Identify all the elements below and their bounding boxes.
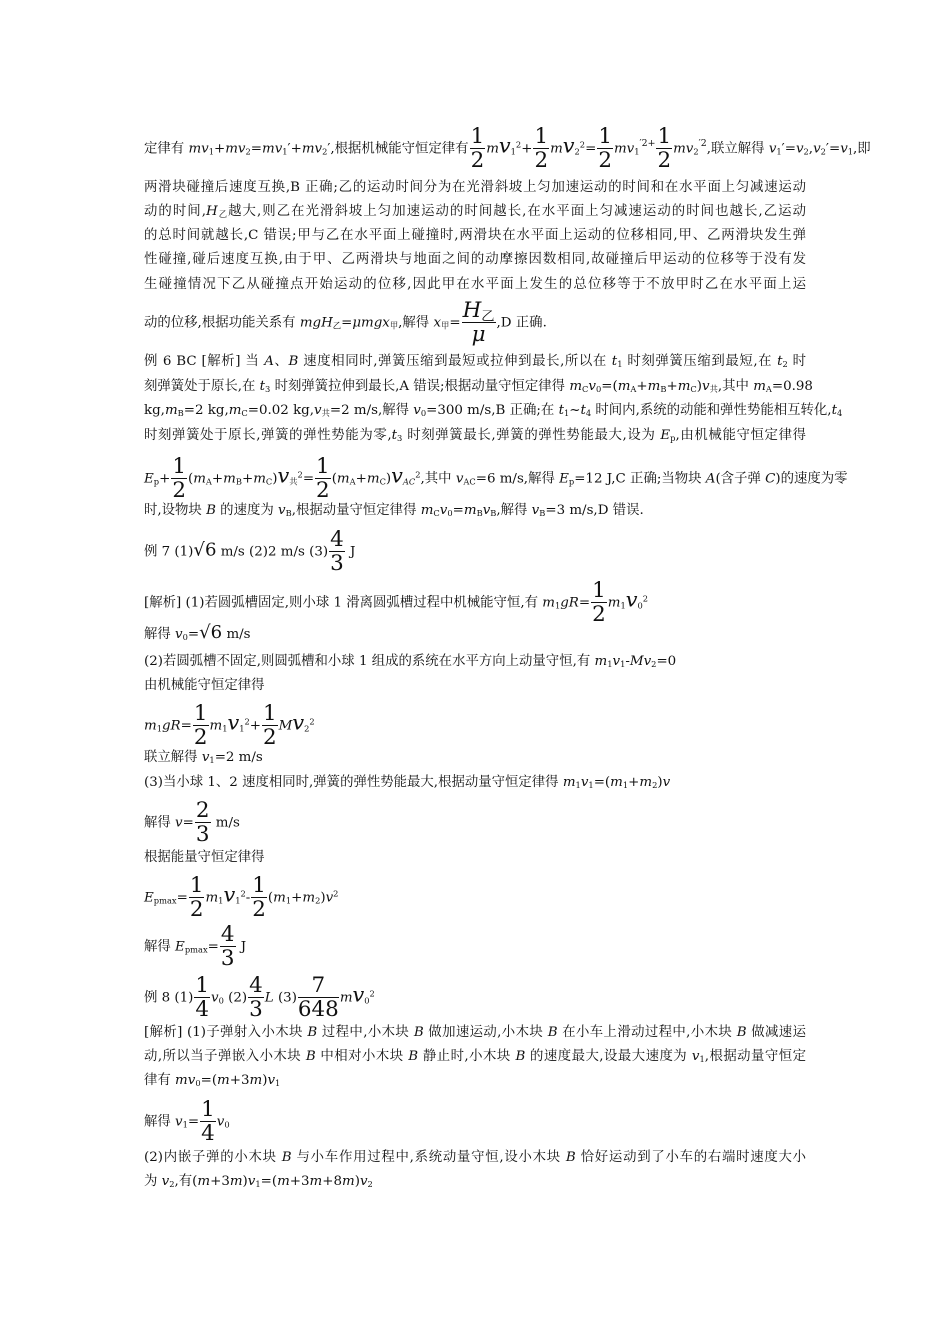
fraction: $\frac{1}{2}$ [263, 701, 277, 751]
intro-line-4: 的总时间就越长,C 错误;甲与乙在水平面上碰撞时,两滑块在水平面上运动的位移相同,甲、乙两滑块发生弹 [144, 228, 806, 243]
ex7-analysis-9: 根据能量守恒定律得 [144, 850, 265, 865]
fraction: $\frac{1}{2}$ [252, 873, 266, 923]
ex7-analysis-10: $E_{pmax}=$ $\frac{1}{2}$ $m_1v_1^2-$ $\frac{1}{2}$ $(m_1+m_2)v^2$ [144, 873, 339, 923]
intro-line-3: 动的时间$,H_乙$越大,则乙在光滑斜坡上匀加速运动的时间越长,在水平面上匀减速运动的时间也越长,乙运动 [144, 204, 806, 220]
ex8-analysis-4: 解得 $v_1=$ $\frac{1}{4}$ $v_0$ [144, 1097, 230, 1147]
ex7-analysis-1: [解析] (1)若圆弧槽固定,则小球 1 滑离圆弧槽过程中机械能守恒,有 $m_1gR=$ $\frac{1}{2}$ $m_1v_0^2$ [144, 578, 649, 628]
ex6-line-3: $kg,m_B=2$ $kg,m_C=0.02$ $kg,v_共=2$ m/s,解得 $v_0=300$ m/s,B 正确;在 $t_1\sim t_4$ 时间内,系统的动能和弹性势能相互转化$,t_4$ [144, 403, 843, 419]
fraction: $\frac{4}{3}$ [330, 527, 344, 577]
ex7-analysis-2: 解得 $v_0=√6$ m/s [144, 622, 251, 643]
intro-line-2: 两滑块碰撞后速度互换,B 正确;乙的运动时间分为在光滑斜坡上匀加速运动的时间和在水平面上匀减速运动 [144, 180, 806, 195]
fraction: $\frac{1}{2}$ [316, 454, 330, 504]
intro-line-7: 动的位移,根据功能关系有 mgH$_乙$=μmgx$_甲$,解得 $x_甲=$ $H_乙$ μ ,D 正确. [144, 298, 547, 348]
ex6-line-1: 例 6 BC [解析] 当 A、B 速度相同时,弹簧压缩到最短或拉伸到最长,所以在 $t_1$ 时刻弹簧压缩到最短,在 $t_2$ 时 [144, 354, 806, 370]
sqrt-icon: √ [193, 539, 205, 561]
fraction: $\frac{1}{4}$ [201, 1097, 215, 1147]
fraction: $\frac{1}{2}$ [657, 124, 672, 174]
fraction: $\frac{1}{2}$ [189, 873, 204, 923]
intro-line-6: 生碰撞情况下乙从碰撞点开始运动的位移,因此甲在水平面上发生的总位移等于不放甲时乙在水平面上运 [144, 277, 806, 292]
ex8-analysis-6: 为 $v_2$,有$(m+3m)v_1=(m+3m+8m)v_2$ [144, 1174, 373, 1190]
fraction: $\frac{1}{2}$ [172, 454, 186, 504]
ex8-analysis-5: (2)内嵌子弹的小木块 B 与小车作用过程中,系统动量守恒,设小木块 B 恰好运动到了小车的右端时速度大小 [144, 1150, 806, 1165]
intro-line-5: 性碰撞,碰后速度互换,由于甲、乙两滑块与地面之间的动摩擦因数相同,故碰撞后甲运动的位移等于没有发 [144, 252, 806, 267]
fraction: $\frac{1}{2}$ [470, 124, 485, 174]
fraction: $\frac{1}{4}$ [195, 973, 210, 1023]
ex7-analysis-7: (3)当小球 1、2 速度相同时,弹簧的弹性势能最大,根据动量守恒定律得 $m_1v_1=(m_1+m_2)v$ [144, 775, 671, 791]
fraction: $\frac{2}{3}$ [195, 798, 210, 848]
fraction: $\frac{1}{2}$ [598, 124, 612, 174]
ex7-analysis-3: (2)若圆弧槽不固定,则圆弧槽和小球 1 组成的系统在水平方向上动量守恒,有 $m_1v_1-Mv_2=0$ [144, 654, 677, 670]
fraction: $\frac{4}{3}$ [249, 973, 263, 1023]
fraction: $\frac{7}{648}$ [297, 973, 339, 1023]
fraction: $\frac{1}{2}$ [534, 124, 549, 174]
ex8-analysis-3: 律有 $mv_0=(m+3m)v_1$ [144, 1073, 281, 1089]
ex6-line-4: 时刻弹簧处于原长,弹簧的弹性势能为零$,t_3$ 时刻弹簧最长,弹簧的弹性势能最大,设为 $E_p$,由机械能守恒定律得 [144, 428, 806, 444]
fraction: $H_乙$ μ [462, 298, 495, 348]
intro-line-1: 定律有 $mv_1+mv_2=mv_1'+mv_2'$,根据机械能守恒定律有 $\frac{1}{2}$ $mv_1^2+$ $\frac{1}{2}$ $mv_2^2=$ $\frac{1}{2}$ $mv_1^{'2+}$ $\frac{1}{2}$ $mv_2^{'2}$,联立解得 $v_1'=v_2,v_2'=v_1$,即 [144, 124, 871, 174]
fraction: $\frac{4}{3}$ [220, 922, 235, 972]
fraction: $\frac{1}{2}$ [592, 578, 606, 628]
ex7-analysis-5: $m_1gR=$ $\frac{1}{2}$ $m_1v_1^2+$ $\frac{1}{2}$ $Mv_2^2$ [144, 701, 315, 751]
ex6-line-5: $E_p+$ $\frac{1}{2}$ $(m_A+m_B+m_C)v_共^2=$ $\frac{1}{2}$ $(m_A+m_C)v_{AC}^2$,其中 $v_{AC}=6$ m/s,解得 $E_p=12$ J,C 正确;当物块 A(含子弹 C)的速度为零 [144, 454, 848, 504]
sqrt-icon: √ [199, 622, 211, 643]
ex7-analysis-6: 联立解得 $v_1=2$ m/s [144, 750, 263, 766]
ex7-analysis-8: 解得 v= $\frac{2}{3}$ m/s [144, 798, 240, 848]
ex7-answer-line: 例 7 (1)√6 m/s (2)2 m/s (3) $\frac{4}{3}$ J [144, 527, 356, 577]
ex6-line-6: 时,设物块 B 的速度为 $v_B$,根据动量守恒定律得 $m_Cv_0=m_Bv_B$,解得 $v_B=3$ m/s,D 错误. [144, 503, 644, 519]
ex8-analysis-1: [解析] (1)子弹射入小木块 B 过程中,小木块 B 做加速运动,小木块 B 在小车上滑动过程中,小木块 B 做减速运 [144, 1025, 806, 1040]
ex8-analysis-2: 动,所以当子弹嵌入小木块 B 中相对小木块 B 静止时,小木块 B 的速度最大,设最大速度为 $v_1$,根据动量守恒定 [144, 1049, 806, 1065]
fraction: $\frac{1}{2}$ [193, 701, 208, 751]
ex6-line-2: 刻弹簧处于原长,在 $t_3$ 时刻弹簧拉伸到最长,A 错误;根据动量守恒定律得 $m_Cv_0=(m_A+m_B+m_C)v_共$,其中 $m_A=0.98$ [144, 379, 813, 395]
ex7-analysis-4: 由机械能守恒定律得 [144, 678, 265, 693]
ex8-answer-line: 例 8 (1) $\frac{1}{4}$ $v_0$ (2) $\frac{4}{3}$ L (3) $\frac{7}{648}$ $mv_0^2$ [144, 973, 375, 1023]
ex7-analysis-11: 解得 $E_{pmax}=$ $\frac{4}{3}$ J [144, 922, 247, 972]
